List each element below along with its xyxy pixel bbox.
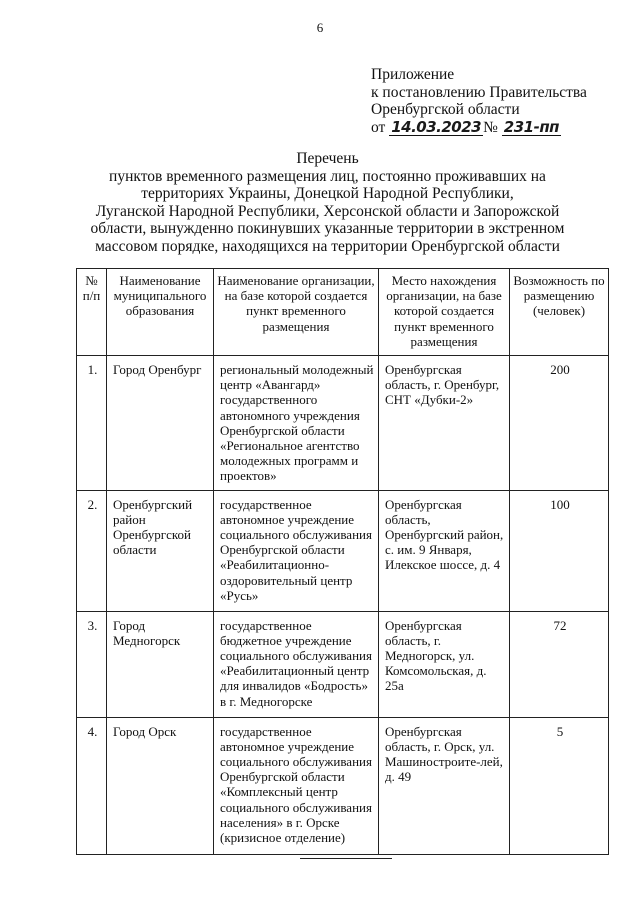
table-row — [77, 490, 609, 611]
row-organization: государственное автономное учреждение социального обслуживания Оренбургской области «Реабилитационно-оздоровительный центр «Русь» — [214, 490, 379, 611]
row-number: 3. — [77, 611, 107, 717]
row-municipality: Город Медногорск — [107, 611, 214, 717]
title-line: территориях Украины, Донецкой Народной Республики, — [141, 185, 514, 203]
number-label: № — [483, 118, 498, 136]
document-title — [60, 150, 595, 256]
title-line: Перечень — [296, 150, 359, 167]
handwritten-date: 14.03.2023 — [391, 117, 482, 136]
header-organization: Наименование организации, на базе которой создается пункт временного размещения — [214, 269, 379, 356]
row-location: Оренбургская область, г. Медногорск, ул. Комсомольская, д. 25а — [379, 611, 510, 717]
table-row — [77, 356, 609, 491]
appendix-line-2: к постановлению Правительства — [371, 83, 587, 101]
row-capacity: 5 — [510, 717, 609, 854]
facilities-table — [76, 268, 609, 855]
row-location: Оренбургская область, г. Орск, ул. Машиностроите-лей, д. 49 — [379, 717, 510, 854]
appendix-date-line — [371, 119, 587, 137]
table-row — [77, 717, 609, 854]
row-municipality: Оренбургский район Оренбургской области — [107, 490, 214, 611]
row-capacity: 100 — [510, 490, 609, 611]
page-number: 6 — [316, 20, 324, 35]
bottom-divider — [300, 858, 392, 859]
table-row — [77, 611, 609, 717]
row-organization: государственное автономное учреждение социального обслуживания Оренбургской области «Комплексный центр социального обслуживания населения» в г. Орске (кризисное отделение) — [214, 717, 379, 854]
header-municipality: Наименование муниципального образования — [107, 269, 214, 356]
row-location: Оренбургская область, г. Оренбург, СНТ «Дубки-2» — [379, 356, 510, 491]
title-line: Луганской Народной Республики, Херсонской области и Запорожской — [95, 202, 560, 220]
header-number: № п/п — [77, 269, 107, 356]
header-capacity: Возможность по размещению (человек) — [510, 269, 609, 356]
from-label: от — [371, 118, 386, 136]
table-header-row — [77, 269, 609, 356]
appendix-line-1: Приложение — [371, 66, 455, 83]
row-organization: государственное бюджетное учреждение социального обслуживания «Реабилитационный центр для инвалидов «Бодрость» в г. Медногорске — [214, 611, 379, 717]
header-location: Место нахождения организации, на базе которой создается пункт временного размещения — [379, 269, 510, 356]
title-line: области, вынужденно покинувших указанные территории в экстренном — [90, 220, 565, 238]
title-line: массовом порядке, находящихся на территории Оренбургской области — [95, 237, 560, 255]
row-capacity: 72 — [510, 611, 609, 717]
row-number: 4. — [77, 717, 107, 854]
row-location: Оренбургская область, Оренбургский район, с. им. 9 Января, Илекское шоссе, д. 4 — [379, 490, 510, 611]
row-organization: региональный молодежный центр «Авангард» государственного автономного учреждения Оренбургской области «Региональное агентство молодежных программ и проектов» — [214, 356, 379, 491]
handwritten-number: 231-пп — [503, 117, 560, 136]
row-number: 1. — [77, 356, 107, 491]
title-line: пунктов временного размещения лиц, постоянно проживавших на — [109, 167, 546, 185]
appendix-line-3: Оренбургской области — [371, 101, 520, 118]
row-municipality: Город Оренбург — [107, 356, 214, 491]
row-municipality: Город Орск — [107, 717, 214, 854]
row-number: 2. — [77, 490, 107, 611]
row-capacity: 200 — [510, 356, 609, 491]
appendix-block — [371, 66, 587, 136]
